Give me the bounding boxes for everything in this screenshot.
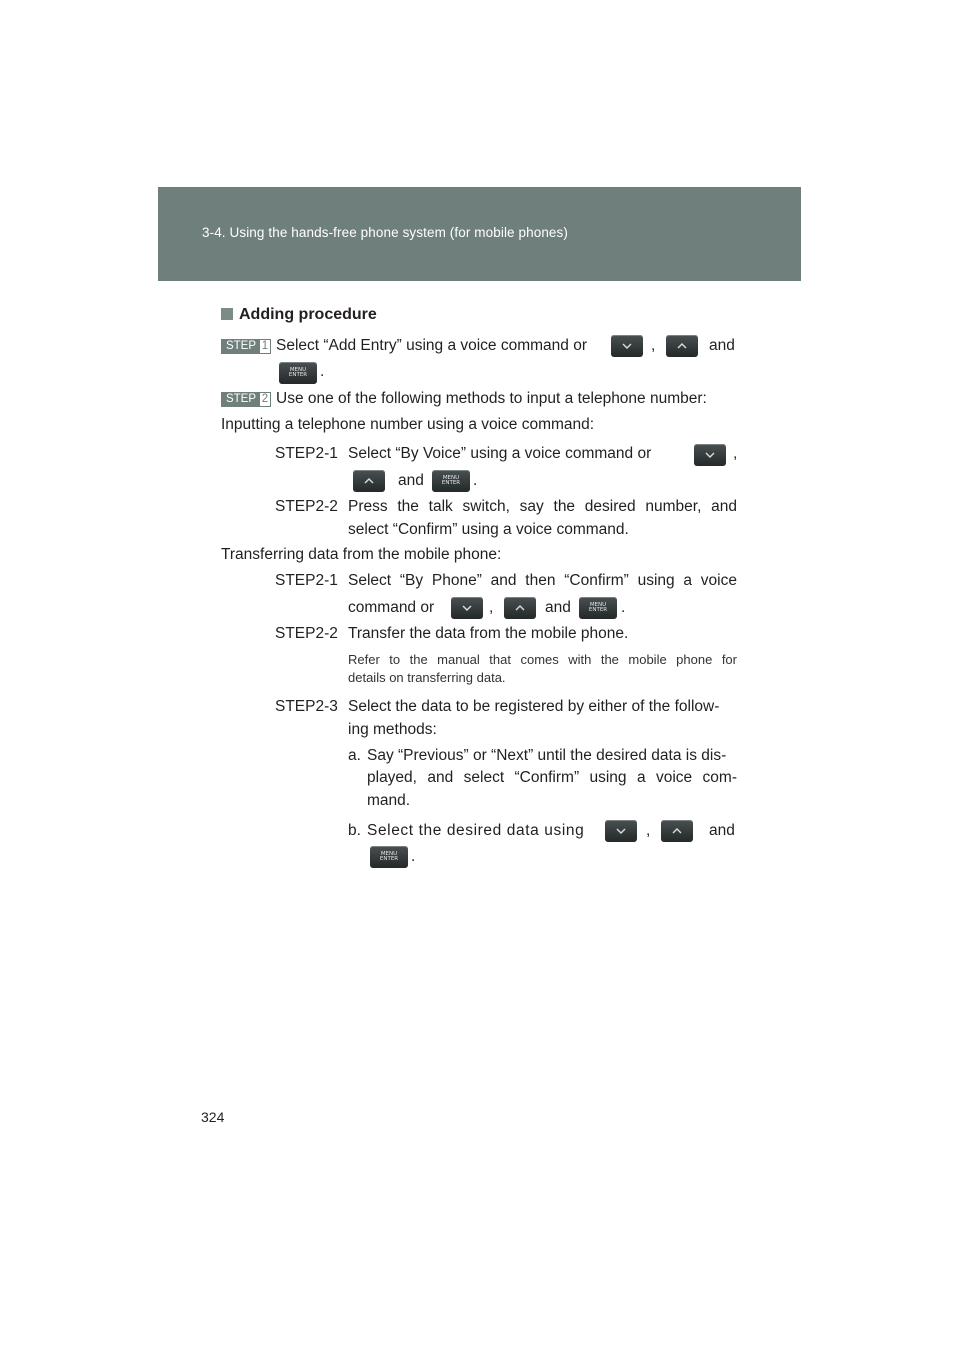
menu-enter-icon: MENU ENTER [579,597,617,619]
section-heading: Adding procedure [221,305,377,325]
comma: , [489,599,494,616]
transfer-step2-3-label: STEP2-3 [275,698,338,715]
step1-badge: STEP 1 [221,339,271,354]
period: . [320,363,325,380]
transfer-step2-1-line1: Select “By Phone” and then “Confirm” using a voice [348,572,737,589]
transfer-step2-2-text: Transfer the data from the mobile phone. [348,625,629,642]
and-text: and [709,337,735,354]
and-text: and [709,822,735,839]
transfer-note-line1: Refer to the manual that comes with the mobile phone for [348,652,737,667]
voice-step2-2-line2: select “Confirm” using a voice command. [348,521,629,538]
comma: , [651,337,656,354]
transfer-step2-2-label: STEP2-2 [275,625,338,642]
menu-enter-icon: MENU ENTER [370,846,408,868]
option-b-text: Select the desired data using [367,822,585,839]
page-number: 324 [201,1109,225,1125]
transfer-step2-1-line2: command or [348,599,435,616]
transfer-step2-1-label: STEP2-1 [275,572,338,589]
option-a-line2: played, and select “Confirm” using a voice com- [367,769,737,786]
option-a-line1: Say “Previous” or “Next” until the desired data is dis- [367,747,727,764]
voice-step2-1-label: STEP2-1 [275,445,338,462]
chevron-up-icon [666,335,698,357]
voice-step2-1-text: Select “By Voice” using a voice command or [348,445,652,462]
chevron-down-icon [451,597,483,619]
option-a-line3: mand. [367,792,411,809]
transfer-note-line2: details on transferring data. [348,670,506,685]
chapter-header-band [158,187,801,281]
menu-enter-icon: MENU ENTER [279,362,317,384]
chevron-down-icon [605,820,637,842]
menu-enter-icon: MENU ENTER [432,470,470,492]
step1-text: Select “Add Entry” using a voice command or [276,337,587,354]
and-text: and [545,599,571,616]
voice-method-heading: Inputting a telephone number using a voice command: [221,416,595,433]
voice-step2-2-line1: Press the talk switch, say the desired number, and [348,498,737,515]
chevron-down-icon [611,335,643,357]
period: . [411,848,416,865]
chevron-down-icon [694,444,726,466]
step2-text: Use one of the following methods to input a telephone number: [276,390,707,407]
transfer-method-heading: Transferring data from the mobile phone: [221,546,502,563]
voice-step2-2-label: STEP2-2 [275,498,338,515]
transfer-step2-3-line1: Select the data to be registered by either of the follow- [348,698,720,715]
chapter-title: 3-4. Using the hands-free phone system (for mobile phones) [202,225,568,240]
chevron-up-icon [661,820,693,842]
comma: , [733,445,738,462]
comma: , [646,822,651,839]
option-b-marker: b. [348,822,361,839]
step2-badge: STEP 2 [221,392,271,407]
transfer-step2-3-line2: ing methods: [348,721,437,738]
square-bullet-icon [221,308,233,320]
and-text: and [398,472,424,489]
chevron-up-icon [353,470,385,492]
option-a-marker: a. [348,747,361,764]
period: . [621,599,626,616]
period: . [473,472,478,489]
chevron-up-icon [504,597,536,619]
